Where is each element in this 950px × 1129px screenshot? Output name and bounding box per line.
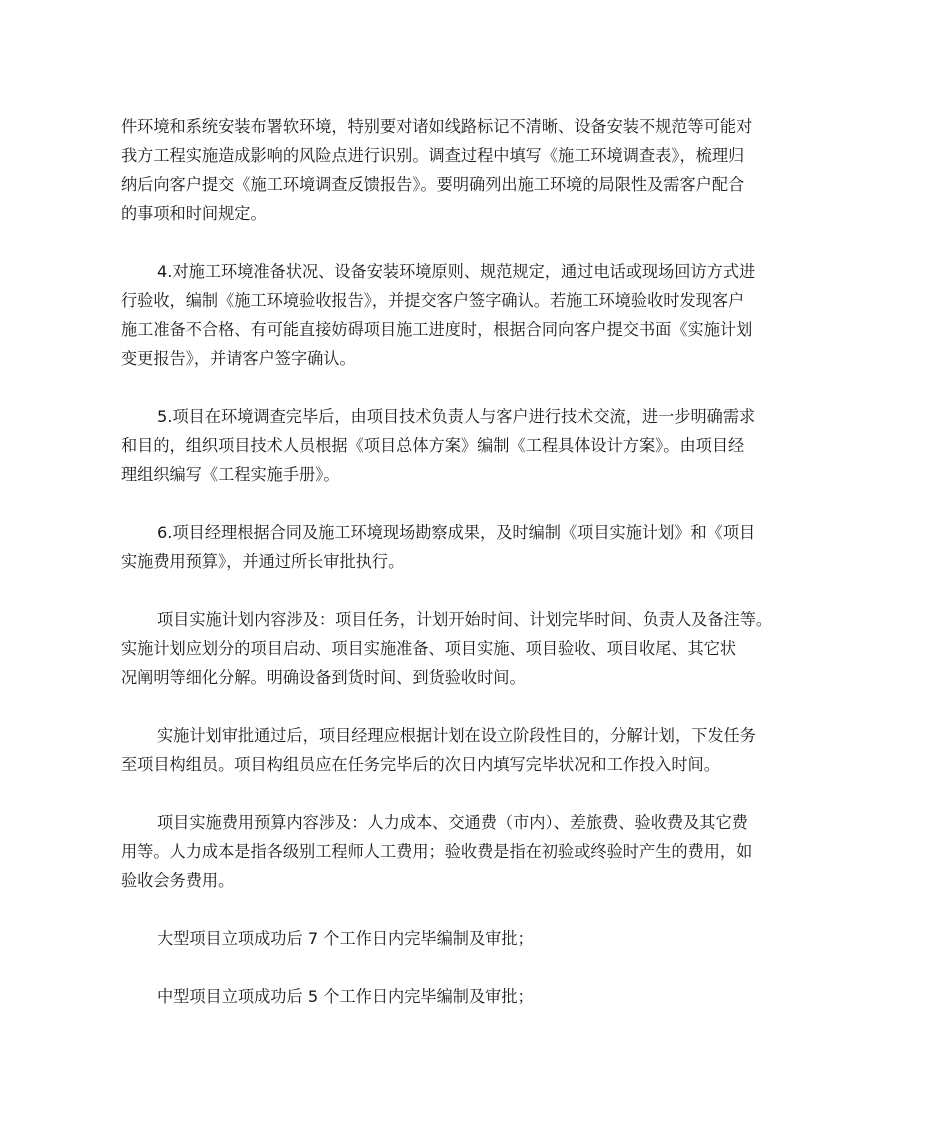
paragraph bbox=[121, 402, 833, 489]
text-line: 纳后向客户提交《施工环境调查反馈报告》。要明确列出施工环境的局限性及需客户配合 bbox=[121, 175, 745, 194]
text-line: 实施计划应划分的项目启动、项目实施准备、项目实施、项目验收、项目收尾、其它状 bbox=[121, 639, 737, 658]
paragraph bbox=[121, 605, 833, 692]
text-line: 行验收，编制《施工环境验收报告》，并提交客户签字确认。若施工环境验收时发现客户 bbox=[121, 291, 745, 310]
text-line: 施工准备不合格、有可能直接妨碍项目施工进度时，根据合同向客户提交书面《实施计划 bbox=[121, 320, 753, 339]
text-line: 和目的，组织项目技术人员根据《项目总体方案》编制《工程具体设计方案》。由项目经 bbox=[121, 436, 745, 455]
text-line: 件环境和系统安装布署软环境，特别要对诸如线路标记不清晰、设备安装不规范等可能对 bbox=[121, 117, 753, 136]
paragraph bbox=[121, 924, 833, 953]
paragraph bbox=[121, 257, 833, 373]
text-line: 验收会务费用。 bbox=[121, 871, 235, 890]
text-line: 理组织编写《工程实施手册》。 bbox=[121, 465, 340, 484]
text-line: 4.对施工环境准备状况、设备安装环境原则、规范规定，通过电话或现场回访方式进 bbox=[157, 262, 756, 281]
text-line: 项目实施费用预算内容涉及：人力成本、交通费（市内）、差旅费、验收费及其它费 bbox=[157, 813, 748, 832]
text-line: 况阐明等细化分解。明确设备到货时间、到货验收时间。 bbox=[121, 668, 526, 687]
paragraph bbox=[121, 982, 833, 1011]
text-line: 大型项目立项成功后 7 个工作日内完毕编制及审批； bbox=[157, 929, 534, 948]
text-line: 实施费用预算》，并通过所长审批执行。 bbox=[121, 552, 405, 571]
text-line: 至项目构组员。项目构组员应在任务完毕后的次日内填写完毕状况和工作投入时间。 bbox=[121, 755, 720, 774]
text-line: 6.项目经理根据合同及施工环境现场勘察成果，及时编制《项目实施计划》和《项目 bbox=[157, 523, 756, 542]
paragraph bbox=[121, 112, 833, 228]
paragraph bbox=[121, 518, 833, 576]
document-page bbox=[121, 112, 833, 1040]
text-line: 变更报告》，并请客户签字确认。 bbox=[121, 349, 356, 368]
text-line: 项目实施计划内容涉及：项目任务，计划开始时间、计划完毕时间、负责人及备注等。 bbox=[157, 610, 773, 629]
text-line: 用等。人力成本是指各级别工程师人工费用；验收费是指在初验或终验时产生的费用，如 bbox=[121, 842, 753, 861]
paragraph bbox=[121, 721, 833, 779]
text-line: 的事项和时间规定。 bbox=[121, 204, 267, 223]
text-line: 5.项目在环境调查完毕后，由项目技术负责人与客户进行技术交流，进一步明确需求 bbox=[157, 407, 756, 426]
text-line: 实施计划审批通过后，项目经理应根据计划在设立阶段性目的，分解计划，下发任务 bbox=[157, 726, 756, 745]
text-line: 我方工程实施造成影响的风险点进行识别。调查过程中填写《施工环境调查表》，梳理归 bbox=[121, 146, 745, 165]
text-line: 中型项目立项成功后 5 个工作日内完毕编制及审批； bbox=[157, 987, 534, 1006]
paragraph bbox=[121, 808, 833, 895]
